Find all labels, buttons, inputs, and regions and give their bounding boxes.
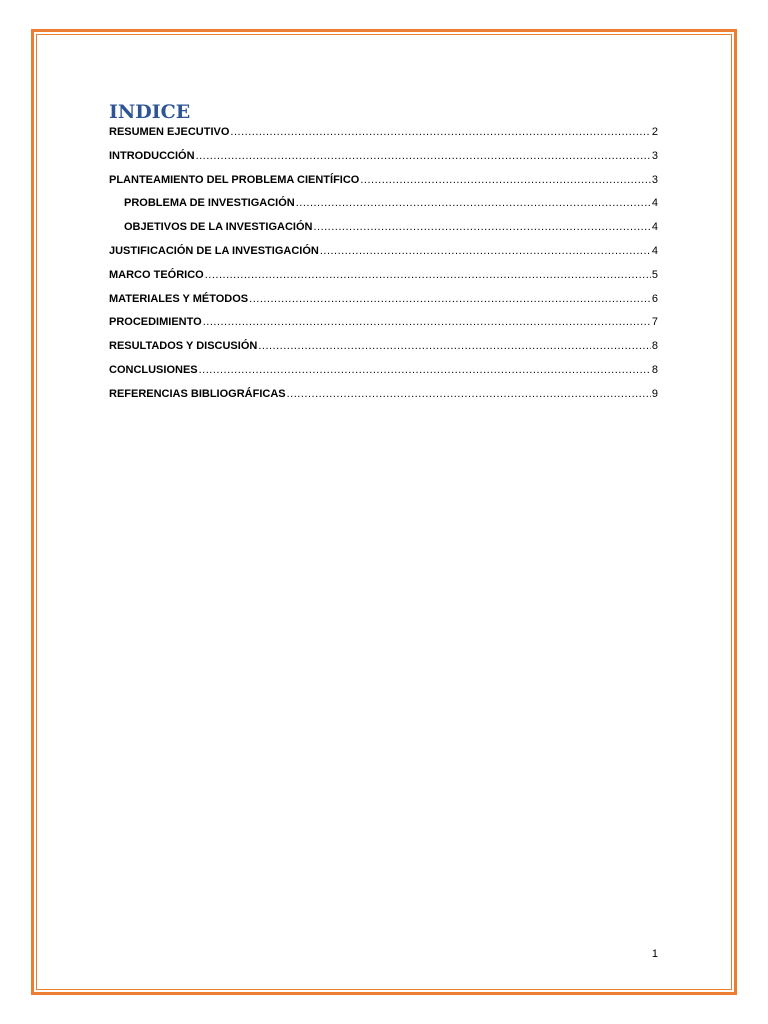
toc-entry-page[interactable]: 7 bbox=[651, 316, 658, 329]
toc-entry-text[interactable]: INTRODUCCIÓN bbox=[109, 149, 195, 162]
toc-entry-marco-teorico[interactable] bbox=[109, 267, 658, 291]
toc-leader-dots bbox=[320, 243, 651, 259]
toc-entry-text[interactable]: PROCEDIMIENTO bbox=[109, 316, 202, 329]
toc-leader-dots bbox=[203, 314, 651, 330]
toc-list bbox=[109, 124, 658, 410]
toc-entry-text[interactable]: MATERIALES Y MÉTODOS bbox=[109, 292, 249, 305]
toc-entry-justificacion[interactable] bbox=[109, 243, 658, 267]
toc-leader-dots bbox=[199, 362, 651, 378]
toc-entry-resultados[interactable] bbox=[109, 338, 658, 362]
toc-entry-referencias[interactable] bbox=[109, 386, 658, 410]
toc-entry-objetivos[interactable] bbox=[109, 219, 658, 243]
toc-entry-introduccion[interactable] bbox=[109, 148, 658, 172]
toc-entry-page[interactable]: 6 bbox=[651, 292, 658, 305]
toc-leader-dots bbox=[360, 172, 651, 188]
toc-entry-page[interactable]: 4 bbox=[651, 244, 658, 257]
toc-entry-text[interactable]: PLANTEAMIENTO DEL PROBLEMA CIENTÍFICO bbox=[109, 173, 360, 186]
toc-entry-page[interactable]: 8 bbox=[651, 363, 658, 376]
toc-entry-text[interactable]: PROBLEMA DE INVESTIGACIÓN bbox=[124, 197, 295, 210]
toc-entry-text[interactable]: REFERENCIAS BIBLIOGRÁFICAS bbox=[109, 387, 286, 400]
toc-leader-dots bbox=[313, 219, 650, 235]
toc-entry-page[interactable]: 4 bbox=[651, 221, 658, 234]
toc-leader-dots bbox=[230, 124, 650, 140]
page-number: 1 bbox=[651, 948, 658, 960]
toc-entry-text[interactable]: RESUMEN EJECUTIVO bbox=[109, 126, 230, 138]
toc-entry-procedimiento[interactable] bbox=[109, 314, 658, 338]
toc-leader-dots bbox=[205, 267, 651, 283]
toc-entry-text[interactable]: OBJETIVOS DE LA INVESTIGACIÓN bbox=[124, 221, 313, 234]
toc-entry-planteamiento[interactable] bbox=[109, 172, 658, 196]
toc-entry-page[interactable]: 3 bbox=[651, 173, 658, 186]
toc-entry-text[interactable]: CONCLUSIONES bbox=[109, 363, 198, 376]
toc-leader-dots bbox=[196, 148, 651, 164]
toc-title: INDICE bbox=[109, 101, 191, 123]
toc-entry-page[interactable]: 5 bbox=[651, 268, 658, 281]
toc-leader-dots bbox=[258, 338, 651, 354]
toc-entry-resumen-ejecutivo[interactable] bbox=[109, 124, 658, 148]
toc-entry-page[interactable]: 9 bbox=[651, 387, 658, 400]
toc-leader-dots bbox=[287, 386, 651, 402]
toc-entry-text[interactable]: MARCO TEÓRICO bbox=[109, 268, 204, 281]
toc-entry-page[interactable]: 4 bbox=[651, 197, 658, 210]
toc-entry-page[interactable]: 8 bbox=[651, 340, 658, 353]
toc-entry-conclusiones[interactable] bbox=[109, 362, 658, 386]
toc-entry-page[interactable]: 3 bbox=[651, 149, 658, 162]
toc-container bbox=[109, 100, 658, 410]
toc-entry-page[interactable]: 2 bbox=[651, 126, 658, 138]
toc-entry-materiales-metodos[interactable] bbox=[109, 291, 658, 315]
toc-entry-problema-investigacion[interactable] bbox=[109, 195, 658, 219]
toc-leader-dots bbox=[249, 291, 651, 307]
toc-entry-text[interactable]: RESULTADOS Y DISCUSIÓN bbox=[109, 340, 258, 353]
toc-leader-dots bbox=[296, 195, 651, 211]
toc-entry-text[interactable]: JUSTIFICACIÓN DE LA INVESTIGACIÓN bbox=[109, 244, 319, 257]
